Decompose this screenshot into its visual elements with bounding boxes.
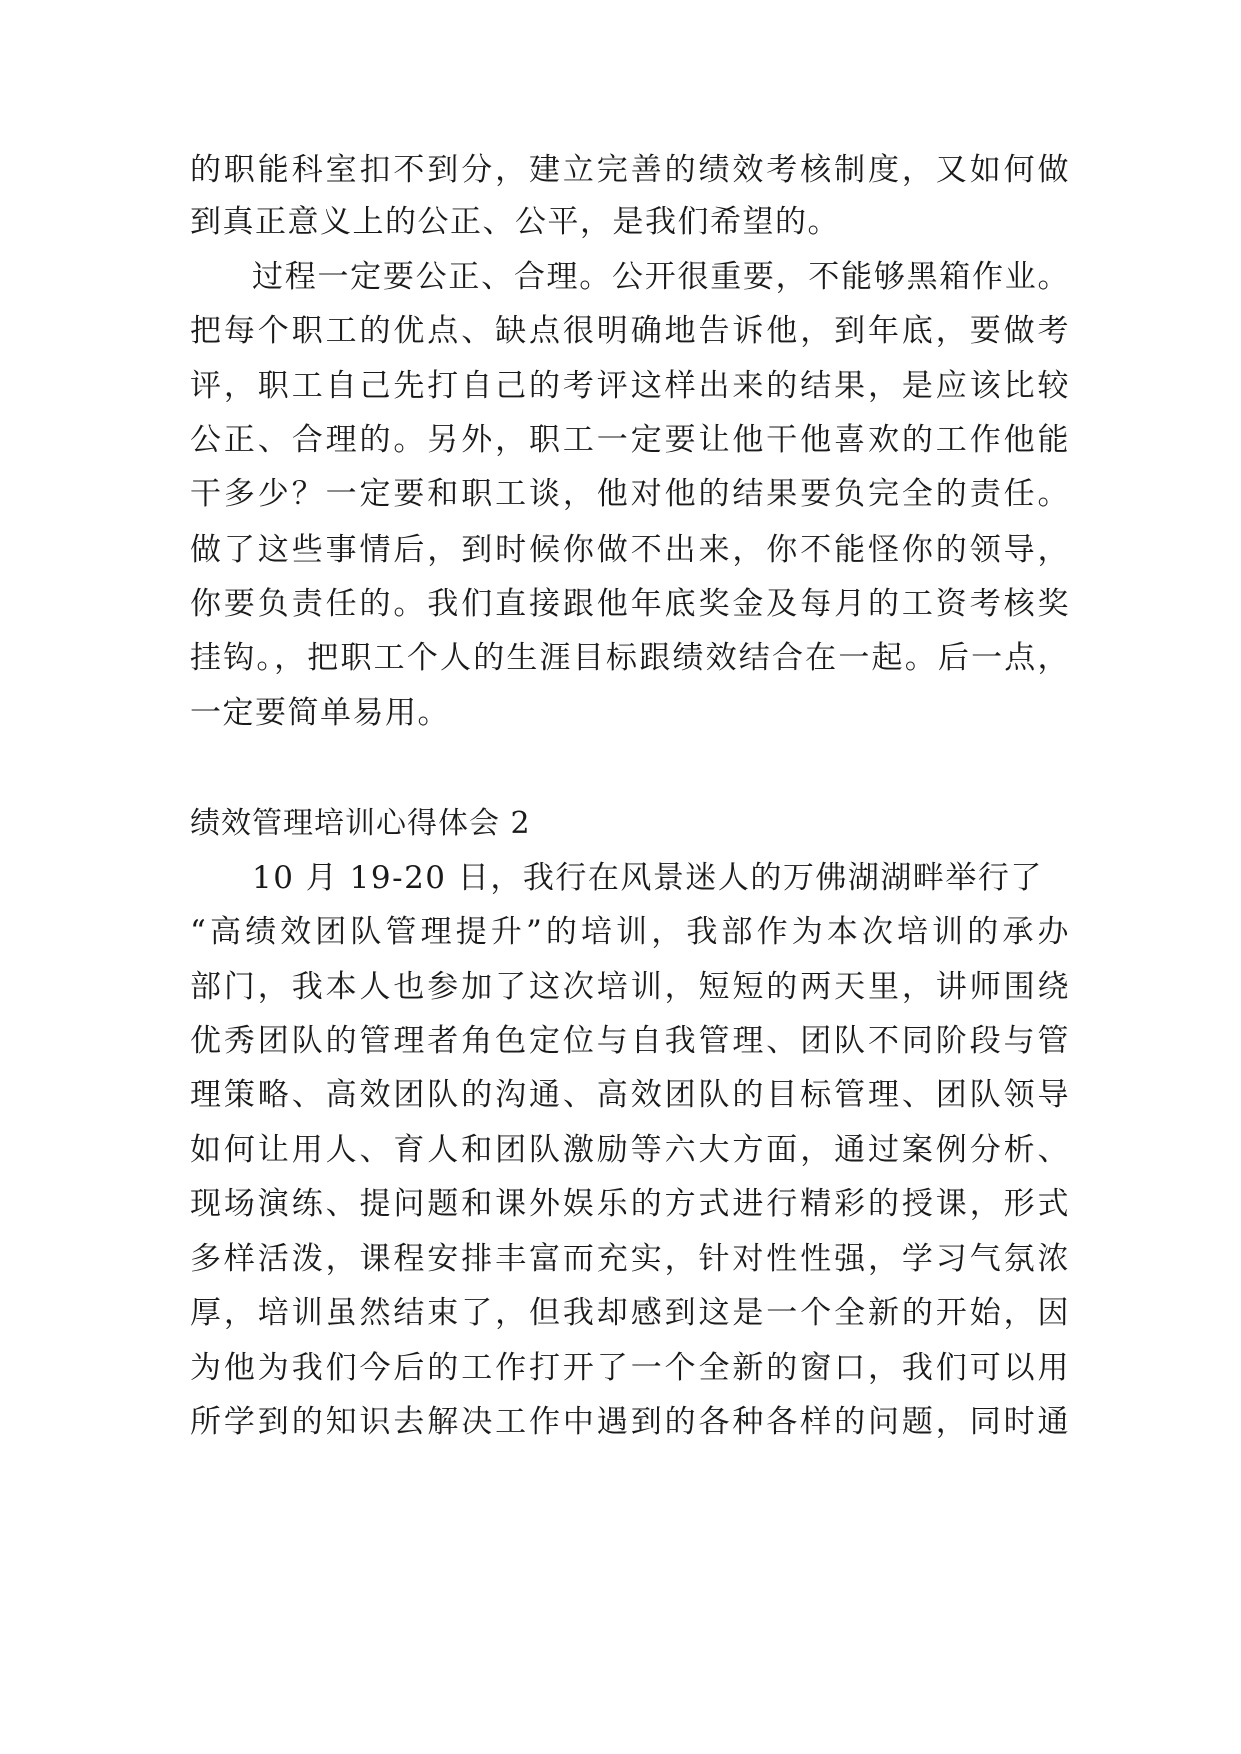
paragraph-line: 把每个职工的优点、缺点很明确地告诉他，到年底，要做考 xyxy=(190,313,1070,349)
paragraph-line: 现场演练、提问题和课外娱乐的方式进行精彩的授课，形式 xyxy=(190,1186,1070,1222)
paragraph-line: 做了这些事情后，到时候你做不出来，你不能怪你的领导， xyxy=(190,532,1070,568)
paragraph-line: “高绩效团队管理提升”的培训，我部作为本次培训的承办 xyxy=(190,914,1070,950)
paragraph-line: 的职能科室扣不到分，建立完善的绩效考核制度，又如何做 xyxy=(190,152,1070,188)
paragraph-line: 10 月 19-20 日，我行在风景迷人的万佛湖湖畔举行了 xyxy=(252,860,1043,896)
paragraph-line: 评，职工自己先打自己的考评这样出来的结果，是应该比较 xyxy=(190,368,1070,404)
paragraph-line: 过程一定要公正、合理。公开很重要，不能够黑箱作业。 xyxy=(252,259,1070,295)
paragraph-line: 为他为我们今后的工作打开了一个全新的窗口，我们可以用 xyxy=(190,1350,1070,1386)
paragraph-line: 到真正意义上的公正、公平，是我们希望的。 xyxy=(190,204,840,240)
paragraph-line: 一定要简单易用。 xyxy=(190,695,450,731)
paragraph-line: 部门，我本人也参加了这次培训，短短的两天里，讲师围绕 xyxy=(190,969,1070,1005)
paragraph-line: 所学到的知识去解决工作中遇到的各种各样的问题，同时通 xyxy=(190,1404,1070,1440)
paragraph-line: 理策略、高效团队的沟通、高效团队的目标管理、团队领导 xyxy=(190,1077,1070,1113)
paragraph-line: 挂钩。，把职工个人的生涯目标跟绩效结合在一起。后一点， xyxy=(190,640,1070,676)
section-heading: 绩效管理培训心得体会 2 xyxy=(190,806,531,841)
paragraph-line: 如何让用人、育人和团队激励等六大方面，通过案例分析、 xyxy=(190,1132,1070,1168)
paragraph-line: 你要负责任的。我们直接跟他年底奖金及每月的工资考核奖 xyxy=(190,586,1070,622)
paragraph-line: 优秀团队的管理者角色定位与自我管理、团队不同阶段与管 xyxy=(190,1023,1070,1059)
paragraph-line: 厚，培训虽然结束了，但我却感到这是一个全新的开始，因 xyxy=(190,1295,1070,1331)
paragraph-line: 公正、合理的。另外，职工一定要让他干他喜欢的工作他能 xyxy=(190,422,1070,458)
paragraph-line: 多样活泼，课程安排丰富而充实，针对性性强，学习气氛浓 xyxy=(190,1241,1070,1277)
paragraph-line: 干多少？一定要和职工谈，他对他的结果要负完全的责任。 xyxy=(190,476,1070,512)
